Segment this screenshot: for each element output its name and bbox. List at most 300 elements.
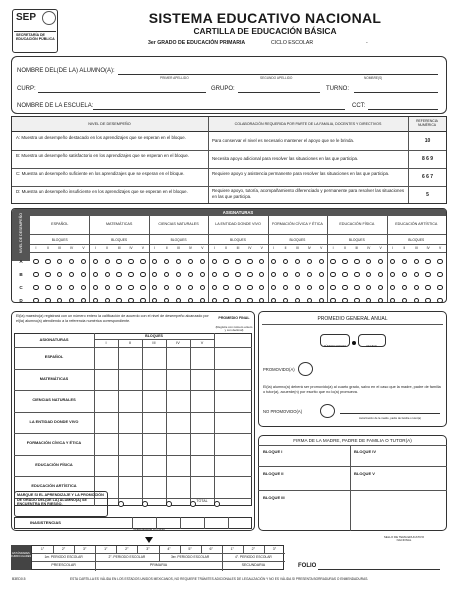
level-circle[interactable] [319, 272, 324, 277]
subject-divider [208, 216, 209, 302]
level-circle[interactable] [164, 285, 169, 290]
grade-subject: LA ENTIDAD DONDE VIVO [29, 418, 79, 424]
level-circle[interactable] [259, 259, 264, 264]
level-circle[interactable] [57, 298, 62, 303]
level-circle[interactable] [81, 285, 86, 290]
level-circle[interactable] [188, 285, 193, 290]
level-circle[interactable] [390, 259, 395, 264]
level-circle[interactable] [223, 259, 228, 264]
blocks-label: BLOQUES [51, 238, 68, 242]
level-circle[interactable] [283, 285, 288, 290]
risk-circle[interactable] [214, 501, 220, 507]
level-circle[interactable] [235, 272, 240, 277]
level-circle[interactable] [247, 298, 252, 303]
level-circle[interactable] [402, 259, 407, 264]
level-circle[interactable] [81, 298, 86, 303]
period-label: 3er. PERIODO ESCOLAR [170, 555, 210, 559]
promotion-note: El(la) alumno(a) deberá ser promovido(a) al cuarto grado, salvo en el caso que la madre, padre de familia o tutor(a), acuerde(n) por escrito que no lo(a) promueva. [263, 385, 441, 395]
blocks-row-line [30, 244, 446, 245]
grades-row-line [14, 369, 252, 370]
level-circle[interactable] [69, 259, 74, 264]
signature-block-3[interactable]: BLOQUE III [263, 495, 285, 500]
timeline [31, 545, 284, 570]
level-circle[interactable] [45, 259, 50, 264]
level-circle[interactable] [69, 272, 74, 277]
block-number: II [284, 246, 287, 250]
subject-name: ESPAÑOL [51, 222, 69, 227]
level-circle[interactable] [164, 298, 169, 303]
level-circle[interactable] [116, 272, 121, 277]
perf-ref-d: 5 [426, 192, 429, 198]
period-line [222, 553, 223, 561]
level-circle[interactable] [200, 298, 205, 303]
level-circle[interactable] [81, 272, 86, 277]
not-promoted-label: NO PROMOVIDO(A) [263, 409, 303, 414]
subject-divider [89, 216, 90, 302]
subjects-row-line [30, 234, 446, 235]
level-circle[interactable] [212, 285, 217, 290]
final-sub: (Registre con número entero y con decimal) [215, 325, 253, 333]
level-circle[interactable] [33, 298, 38, 303]
grades-note: El(la) maestro(a) registrará con un número entero la calificación de acuerdo con el nivel de desempeño alcanzado por el(la) alumno(a) atendiendo a la referencia numérica correspondiente. [16, 314, 209, 323]
level-circle[interactable] [235, 298, 240, 303]
block-number: IV [176, 341, 180, 345]
level-circle[interactable] [259, 285, 264, 290]
level-circle[interactable] [271, 285, 276, 290]
level-circle[interactable] [45, 285, 50, 290]
perf-divider-1 [208, 117, 209, 203]
level-circle[interactable] [330, 298, 335, 303]
level-circle[interactable] [378, 259, 383, 264]
level-circle[interactable] [402, 298, 407, 303]
level-circle[interactable] [414, 272, 419, 277]
authorization-line[interactable] [340, 413, 440, 414]
level-circle[interactable] [212, 259, 217, 264]
level-circle[interactable] [271, 272, 276, 277]
level-letter: A [19, 259, 23, 264]
level-circle[interactable] [93, 259, 98, 264]
level-circle[interactable] [414, 298, 419, 303]
level-circle[interactable] [247, 272, 252, 277]
absences-cells [108, 517, 252, 529]
level-circle[interactable] [295, 285, 300, 290]
grupo-line[interactable] [238, 92, 320, 93]
turno-line[interactable] [354, 92, 438, 93]
level-circle[interactable] [259, 298, 264, 303]
level-circle[interactable] [176, 285, 181, 290]
level-circle[interactable] [330, 272, 335, 277]
level-line [95, 561, 96, 571]
perf-ref-a: 10 [424, 138, 431, 144]
level-circle[interactable] [33, 285, 38, 290]
promoted-label: PROMOVIDO(A) [263, 367, 295, 372]
timeline-grade-line [137, 546, 138, 553]
level-circle[interactable] [271, 298, 276, 303]
level-circle[interactable] [342, 285, 347, 290]
agency-line-1: SECRETARÍA DE [16, 33, 45, 37]
subject-divider [149, 216, 150, 302]
level-circle[interactable] [93, 285, 98, 290]
folio-label: FOLIO [298, 563, 317, 569]
level-circle[interactable] [105, 285, 110, 290]
level-circle[interactable] [105, 272, 110, 277]
level-circle[interactable] [128, 285, 133, 290]
name-sublabel-3: NOMBRE(S) [364, 76, 383, 80]
level-circle[interactable] [176, 272, 181, 277]
grades-col-line [118, 339, 119, 506]
perf-level-c: C: Muestra un desempeño suficiente en los aprendizajes que se esperan en el bloque. [16, 171, 185, 176]
block-number: III [117, 246, 121, 250]
level-circle[interactable] [223, 272, 228, 277]
perf-row-line-3 [12, 186, 446, 187]
legal-text: ESTA CARTILLA ES VÁLIDA EN LOS ESTADOS UNIDOS MEXICANOS, NO REQUIERE TRÁMITES ADICIONALES DE LEGALIZACIÓN Y NO ES VÁLIDA SI PRESENTA BORRADURAS O ENMENDADURAS. [70, 577, 369, 581]
level-circle[interactable] [437, 259, 442, 264]
signatures-title-line [258, 445, 447, 446]
level-circle[interactable] [200, 285, 205, 290]
level-circle[interactable] [414, 285, 419, 290]
student-name-line[interactable] [118, 74, 438, 75]
subject-name: EDUCACIÓN FÍSICA [339, 222, 375, 227]
block-number: I [105, 341, 107, 345]
level-circle[interactable] [128, 259, 133, 264]
subject-divider [268, 216, 269, 302]
signatures-title: FIRMA DE LA MADRE, PADRE DE FAMILIA O TUTOR(A) [293, 438, 412, 443]
level-circle[interactable] [57, 259, 62, 264]
timeline-grade: 2° [251, 547, 256, 551]
absence-col-line [180, 517, 181, 529]
subject-divider [327, 216, 328, 302]
block-number: II [106, 246, 109, 250]
risk-cells [108, 491, 252, 517]
block-number: I [35, 246, 37, 250]
level-circle[interactable] [152, 285, 157, 290]
block-number: I [332, 246, 334, 250]
level-circle[interactable] [354, 259, 359, 264]
level-circle[interactable] [259, 272, 264, 277]
page-subtitle: CARTILLA DE EDUCACIÓN BÁSICA [193, 26, 337, 36]
level-circle[interactable] [437, 298, 442, 303]
block-number: II [403, 246, 406, 250]
risk-circle[interactable] [166, 501, 172, 507]
level-circle[interactable] [116, 298, 121, 303]
timeline-grade: 3° [272, 547, 277, 551]
grade-subject: EDUCACIÓN ARTÍSTICA [31, 483, 77, 489]
timeline-grade: 2° [125, 547, 129, 551]
absence-col-line [204, 517, 205, 529]
level-circle[interactable] [425, 259, 430, 264]
signature-block-2[interactable]: BLOQUE II [263, 471, 284, 476]
grades-row-line [14, 455, 252, 456]
level-circle[interactable] [366, 272, 371, 277]
level-circle[interactable] [342, 272, 347, 277]
level-circle[interactable] [354, 272, 359, 277]
level-circle[interactable] [319, 259, 324, 264]
perf-col2-header: COLABORACIÓN REQUERIDA POR PARTE DE LA FAMILIA, DOCENTES Y DIRECTIVOS [234, 122, 382, 126]
level-circle[interactable] [366, 285, 371, 290]
level-letter: D [19, 298, 23, 303]
level-circle[interactable] [69, 298, 74, 303]
level-circle[interactable] [330, 285, 335, 290]
period-label: 2°. PERIODO ESCOLAR [108, 555, 146, 559]
level-circle[interactable] [307, 272, 312, 277]
level-circle[interactable] [128, 298, 133, 303]
level-line [222, 561, 223, 571]
student-name-label: NOMBRE DEL(DE LA) ALUMNO(A): [17, 68, 115, 74]
subject-cells [30, 216, 446, 302]
level-circle[interactable] [223, 285, 228, 290]
side-label: NIVEL DE DESEMPEÑO [19, 212, 23, 254]
risk-circle[interactable] [142, 501, 148, 507]
school-year-separator: - [366, 40, 368, 46]
promoted-checkbox[interactable] [298, 362, 313, 376]
blocks-header-line [94, 339, 214, 340]
timeline-grade: 4° [167, 547, 171, 551]
level-circle[interactable] [128, 272, 133, 277]
level-circle[interactable] [402, 285, 407, 290]
level-circle[interactable] [176, 259, 181, 264]
block-number: III [414, 246, 418, 250]
level-circle[interactable] [93, 298, 98, 303]
block-number: V [141, 246, 144, 250]
level-circle[interactable] [354, 285, 359, 290]
grades-col-line [214, 333, 215, 506]
level-circle[interactable] [437, 272, 442, 277]
level-circle[interactable] [283, 272, 288, 277]
block-number: V [379, 246, 382, 250]
level-circle[interactable] [295, 298, 300, 303]
level-circle[interactable] [437, 285, 442, 290]
level-circle[interactable] [33, 259, 38, 264]
level-circle[interactable] [307, 285, 312, 290]
level-circle[interactable] [319, 298, 324, 303]
signature-block-4[interactable]: BLOQUE IV [354, 449, 377, 454]
timeline-grade-line [222, 546, 223, 553]
numbers-row-line [30, 252, 446, 253]
level-circle[interactable] [188, 298, 193, 303]
total-label: TOTAL [196, 498, 208, 503]
level-circle[interactable] [283, 298, 288, 303]
folio-line[interactable] [318, 569, 440, 570]
logo-text: SEP [16, 12, 37, 23]
level-circle[interactable] [295, 259, 300, 264]
block-number: V [260, 246, 263, 250]
subject-name: MATEMÁTICAS [105, 222, 133, 227]
perf-collab-c: Requiere apoyo y asistencia permanente para resolver las situaciones en las que participa. [212, 171, 390, 176]
level-circle[interactable] [271, 259, 276, 264]
level-circle[interactable] [200, 272, 205, 277]
block-number: III [152, 341, 156, 345]
subject-name: LA ENTIDAD DONDE VIVO [215, 222, 261, 227]
timeline-grade-line [159, 546, 160, 553]
level-letter: B [19, 272, 23, 277]
grade-marker-arrow [145, 537, 153, 543]
level-circle[interactable] [425, 285, 430, 290]
level-circle[interactable] [105, 259, 110, 264]
timeline-grade-line [53, 546, 54, 553]
level-circle[interactable] [378, 285, 383, 290]
school-year-label: CICLO ESCOLAR [271, 40, 314, 46]
perf-collab-b: Necesita apoyo adicional para resolver las situaciones en las que participa. [212, 156, 359, 161]
block-number: III [177, 246, 180, 250]
level-circle[interactable] [140, 259, 145, 264]
page-title: SISTEMA EDUCATIVO NACIONAL [148, 10, 382, 26]
level-circle[interactable] [342, 259, 347, 264]
level-circle[interactable] [45, 298, 50, 303]
risk-circle[interactable] [190, 501, 196, 507]
block-number: IV [367, 246, 371, 250]
timeline-grade: 5° [188, 547, 192, 551]
level-circle[interactable] [295, 272, 300, 277]
level-circle[interactable] [330, 259, 335, 264]
perf-col1-header: NIVEL DE DESEMPEÑO [88, 122, 131, 126]
timeline-side-label: ESTÁNDARES CURRICULARES [10, 552, 32, 558]
level-circle[interactable] [378, 272, 383, 277]
level-circle[interactable] [176, 298, 181, 303]
level-circle[interactable] [354, 298, 359, 303]
signature-block-5[interactable]: BLOQUE V [354, 471, 375, 476]
level-circle[interactable] [140, 272, 145, 277]
level-circle[interactable] [69, 285, 74, 290]
level-circle[interactable] [116, 285, 121, 290]
level-circle[interactable] [247, 285, 252, 290]
perf-col3-header: REFERENCIA NUMÉRICA [416, 119, 438, 128]
signatures-row-line-2 [258, 490, 447, 491]
level-circle[interactable] [152, 259, 157, 264]
block-number: I [273, 246, 275, 250]
level-circle[interactable] [33, 272, 38, 277]
level-circle[interactable] [152, 272, 157, 277]
name-sublabel-2: SEGUNDO APELLIDO [260, 76, 293, 80]
level-circle[interactable] [390, 298, 395, 303]
block-number: V [82, 246, 85, 250]
subjects-header: ASIGNATURAS [222, 210, 254, 215]
subjects-header: ASIGNATURAS [39, 337, 69, 342]
timeline-grade: 1° [104, 547, 108, 551]
level-circle[interactable] [378, 298, 383, 303]
decimal-label: DECIMAL [366, 345, 378, 348]
school-name-line[interactable] [93, 109, 345, 110]
level-circle[interactable] [140, 285, 145, 290]
level-circle[interactable] [81, 259, 86, 264]
level-circle[interactable] [235, 259, 240, 264]
level-circle[interactable] [319, 285, 324, 290]
grupo-label: GRUPO: [211, 86, 235, 92]
level-circle[interactable] [414, 259, 419, 264]
level-circle[interactable] [425, 272, 430, 277]
subjects-grid [11, 208, 447, 303]
grade-subject: FORMACIÓN CÍVICA Y ÉTICA [26, 440, 82, 446]
block-number: IV [307, 246, 311, 250]
level-circle[interactable] [235, 285, 240, 290]
block-number: II [225, 246, 228, 250]
grade-marker-label: Grado Escolar en curso [133, 527, 165, 531]
grades-col-line [94, 333, 95, 506]
level-circle[interactable] [425, 298, 430, 303]
turno-label: TURNO: [326, 86, 349, 92]
cct-line[interactable] [368, 109, 438, 110]
absences-label: INASISTENCIAS [30, 520, 61, 525]
level-circle[interactable] [188, 259, 193, 264]
level-circle[interactable] [116, 259, 121, 264]
level-circle[interactable] [342, 298, 347, 303]
level-circle[interactable] [57, 285, 62, 290]
block-number: II [46, 246, 49, 250]
agency-line-2: EDUCACIÓN PÚBLICA [16, 37, 55, 41]
level-circle[interactable] [366, 298, 371, 303]
perf-ref-c: 6 6 7 [421, 174, 434, 180]
risk-label: MARQUE SI EL APRENDIZAJE Y LA PROMOCIÓN DE GRADO DEL(DE LA) ALUMNO(A) SE ENCUENTRA EN RIESGO. [17, 493, 104, 507]
level-circle[interactable] [212, 272, 217, 277]
level-circle[interactable] [57, 272, 62, 277]
subject-name: FORMACIÓN CÍVICA Y ÉTICA [271, 222, 323, 227]
timeline-grade-line [74, 546, 75, 553]
level-circle[interactable] [212, 298, 217, 303]
blocks-label: BLOQUES [111, 238, 128, 242]
sello-label: SELLO DE TEMA EDUCATIVO NACIONAL [383, 535, 425, 543]
subject-name: CIENCIAS NATURALES [158, 222, 199, 227]
not-promoted-checkbox[interactable] [320, 404, 335, 418]
level-circle[interactable] [164, 272, 169, 277]
period-label: 1er. PERIODO ESCOLAR [44, 555, 83, 559]
perf-ref-b: 8 6 9 [421, 156, 434, 162]
level-circle[interactable] [188, 272, 193, 277]
level-circle[interactable] [366, 259, 371, 264]
annual-average-title: PROMEDIO GENERAL ANUAL [317, 316, 388, 322]
level-circle[interactable] [223, 298, 228, 303]
level-circle[interactable] [140, 298, 145, 303]
perf-level-b: B: Muestra un desempeño satisfactorio en los aprendizajes que se esperan en el bloque. [16, 153, 190, 158]
block-number: IV [426, 246, 430, 250]
level-circle[interactable] [390, 285, 395, 290]
level-letter: C [19, 285, 23, 290]
header-frame [12, 9, 58, 53]
subject-name: EDUCACIÓN ARTÍSTICA [395, 222, 438, 227]
name-sublabel-1: PRIMER APELLIDO [160, 76, 189, 80]
level-circle[interactable] [390, 272, 395, 277]
grades-row-line [14, 412, 252, 413]
blocks-label: BLOQUES [408, 238, 425, 242]
timeline-grade-line [180, 546, 181, 553]
grades-col-line [190, 339, 191, 506]
level-circle[interactable] [200, 259, 205, 264]
signature-block-1[interactable]: BLOQUE I [263, 449, 283, 454]
block-number: II [344, 246, 346, 250]
curp-label: CURP: [17, 86, 36, 92]
level-circle[interactable] [45, 272, 50, 277]
level-label: PREESCOLAR [51, 563, 76, 567]
perf-level-d: D: Muestra un desempeño insuficiente en los aprendizajes que se esperan en el bloque. [16, 189, 188, 194]
signatures-box [258, 435, 447, 531]
block-number: I [392, 246, 393, 250]
curp-line[interactable] [38, 92, 206, 93]
level-circle[interactable] [402, 272, 407, 277]
level-circle[interactable] [247, 259, 252, 264]
authorization-note: Autorización de la madre, padre de familia o tutor(a) [359, 417, 421, 420]
level-circle[interactable] [152, 298, 157, 303]
level-circle[interactable] [164, 259, 169, 264]
level-circle[interactable] [105, 298, 110, 303]
period-line [95, 553, 96, 561]
annual-title-line [262, 324, 443, 325]
blocks-label: BLOQUES [170, 238, 187, 242]
level-circle[interactable] [283, 259, 288, 264]
level-circle[interactable] [93, 272, 98, 277]
period-line [159, 553, 160, 561]
grade-subject: MATEMÁTICAS [39, 375, 69, 381]
risk-circle[interactable] [118, 501, 124, 507]
level-circle[interactable] [307, 298, 312, 303]
level-circle[interactable] [307, 259, 312, 264]
